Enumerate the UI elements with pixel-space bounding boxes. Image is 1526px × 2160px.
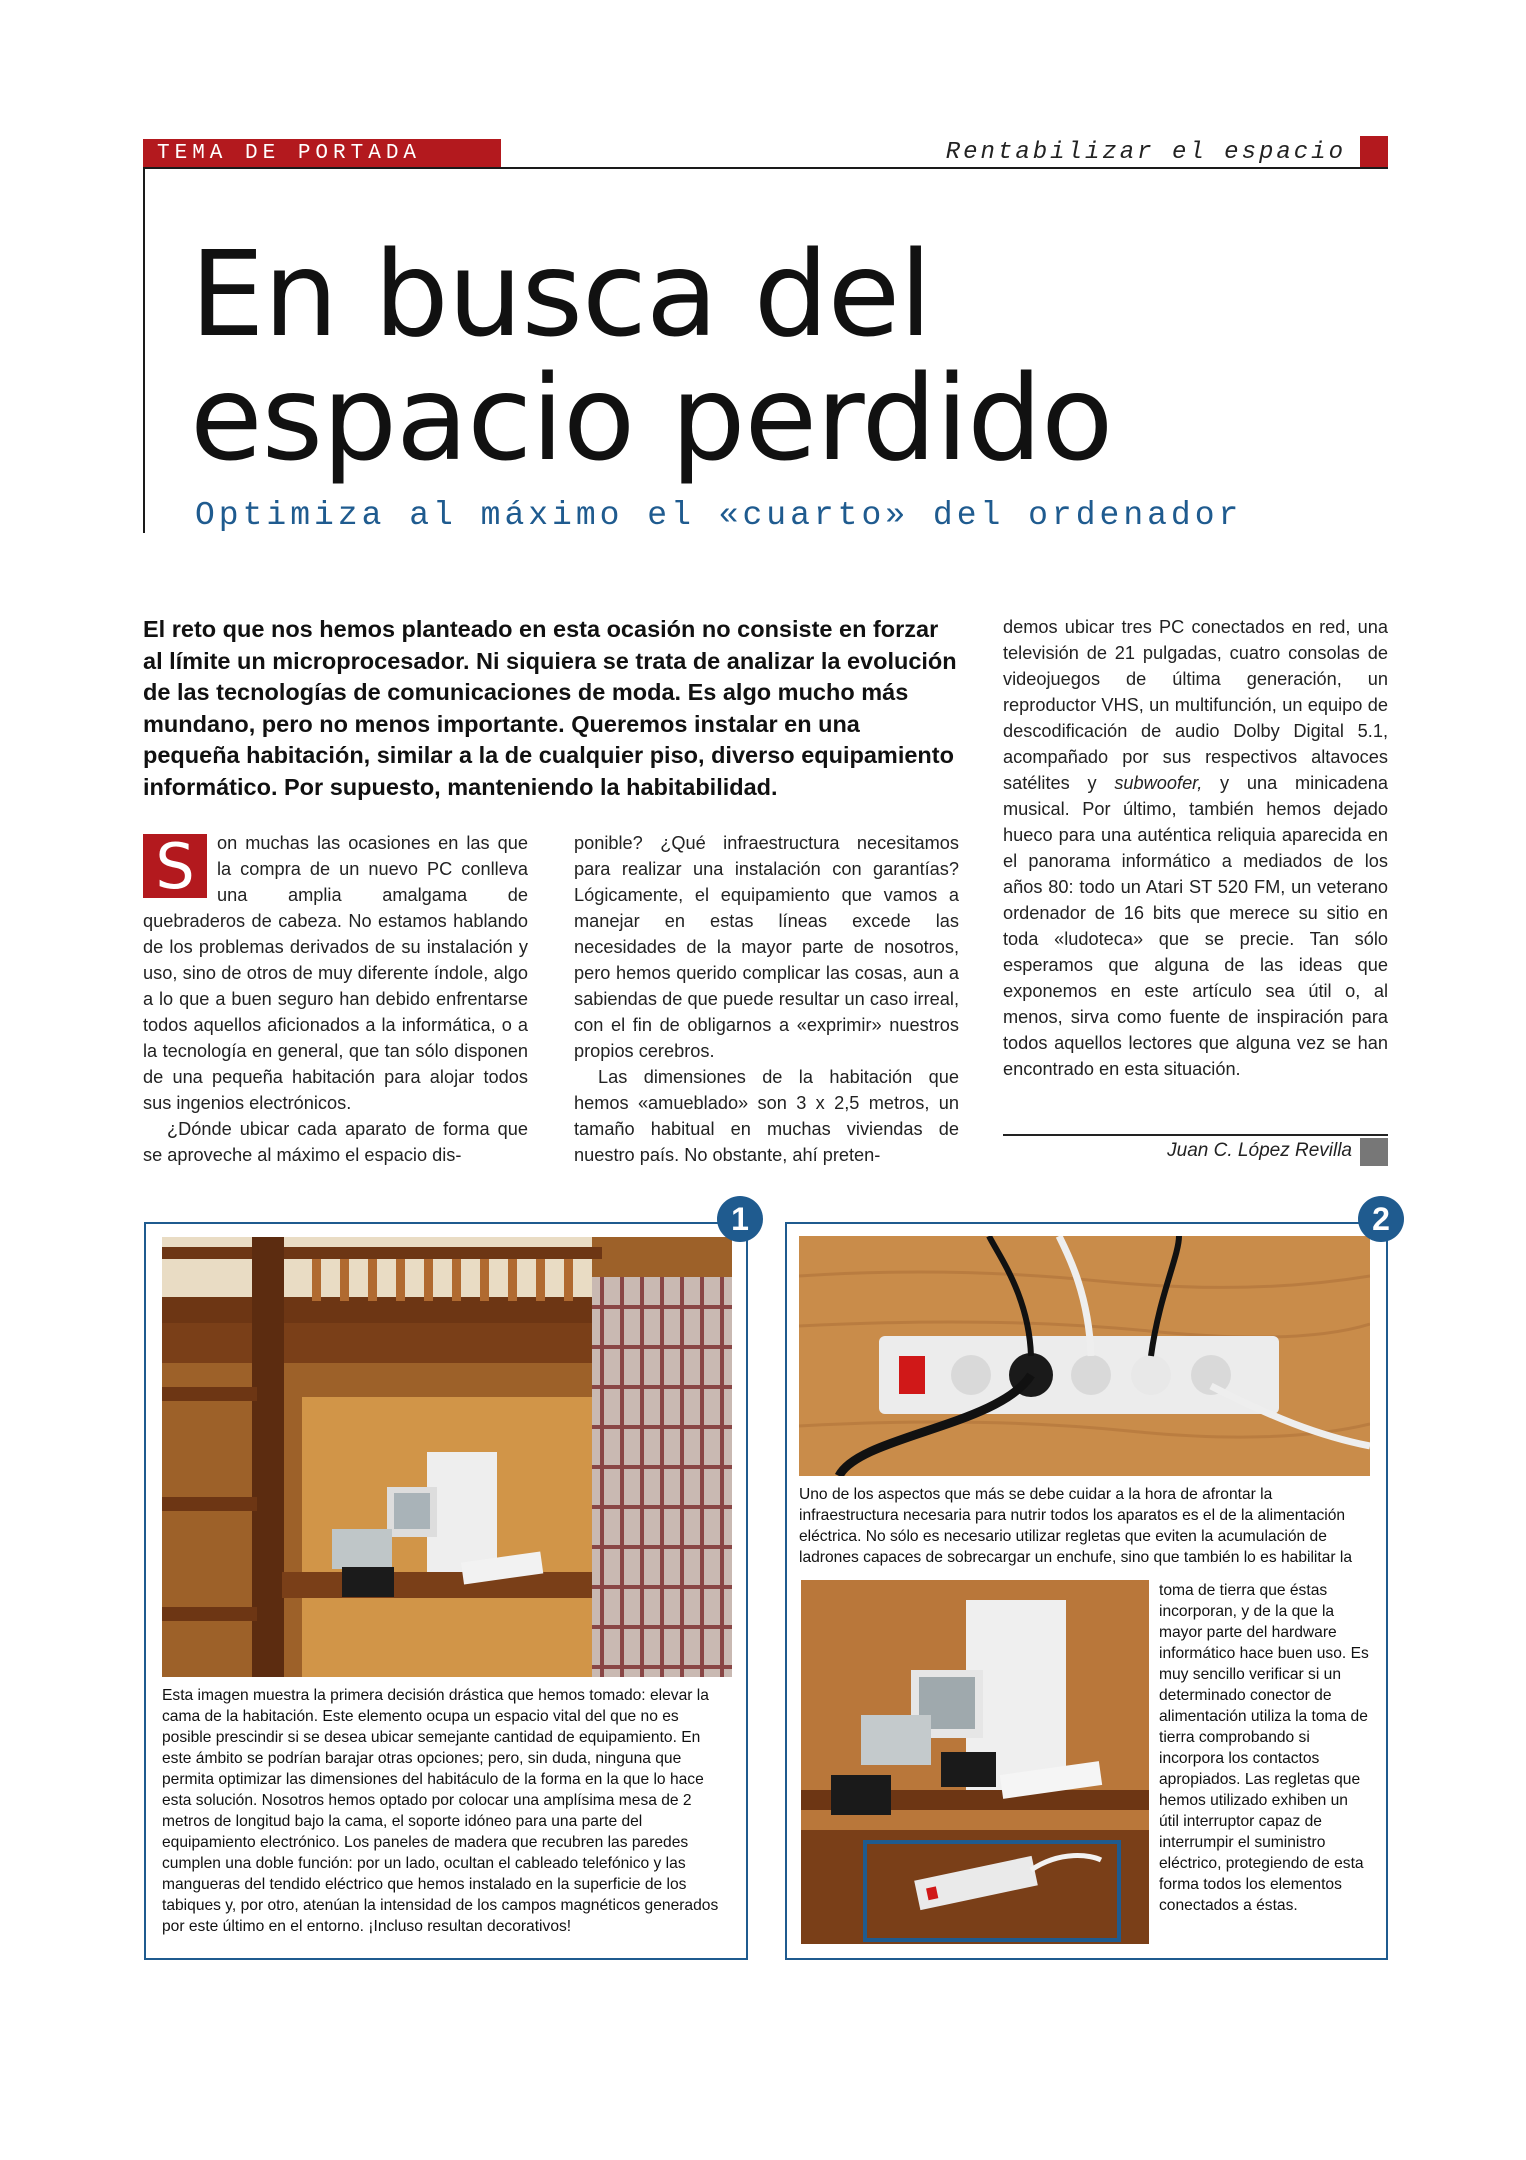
body-column-2 xyxy=(574,830,959,1168)
dropcap: S xyxy=(143,834,207,898)
col3-text-a: demos ubicar tres PC conectados en red, una televisión de 21 pulgadas, cuatro consolas de videojuegos de última generación, un reproductor VHS, un multifunción, un equipo de descodificación de audio Dolby Digital 5.1, acompañado por sus respectivos altavoces satélites y xyxy=(1003,617,1388,793)
figure-2-photo-top xyxy=(799,1236,1370,1476)
body-paragraph xyxy=(1003,614,1388,1082)
figure-1 xyxy=(144,1222,748,1960)
figure-1-photo xyxy=(162,1237,732,1677)
body-paragraph xyxy=(143,830,528,1116)
title-line-1: En busca del xyxy=(190,225,931,363)
body-paragraph: ¿Dónde ubicar cada aparato de forma que se aproveche al máximo el espacio dis- xyxy=(143,1119,528,1165)
figure-2-badge: 2 xyxy=(1358,1196,1404,1242)
figure-2 xyxy=(785,1222,1388,1960)
body-paragraph: ponible? ¿Qué infraestructura necesitamos para realizar una instalación con garantías? Lógicamente, el equipamiento que vamos a manejar en estas líneas excede las necesidades de la mayor parte de nosotros, pero hemos querido complicar las cosas, aun a sabiendas de que puede resultar un caso irreal, con el fin de obligarnos a «exprimir» nuestros propios cerebros. xyxy=(574,833,959,1061)
author-marker-block xyxy=(1360,1138,1388,1166)
col1-p1-text: on muchas las ocasiones en las que la compra de un nuevo PC conlleva una amplia amalgama de quebraderos de cabeza. No estamos hablando de los problemas derivados de su instalación y uso, sino de otros de muy diferente índole, algo a lo que a buen seguro han debido enfrentarse todos aquellos aficionados a la informática, o a la tecnología en general, que tan sólo disponen de una pequeña habitación para alojar todos sus ingenios electrónicos. xyxy=(143,833,528,1113)
header-rule xyxy=(143,167,1388,169)
article-title xyxy=(190,225,1113,487)
body-paragraph: Las dimensiones de la habitación que hemos «amueblado» son 3 x 2,5 metros, un tamaño habitual en muchas viviendas de nuestro país. No obstante, ahí preten- xyxy=(574,1067,959,1165)
figure-2-caption-side: toma de tierra que éstas incorporan, y de la que la mayor parte del hardware informático hace buen uso. Es muy sencillo verificar si un determinado conector de alimentación utiliza la toma de tierra comprobando si incorpora los contactos apropiados. Las regletas que hemos utilizado exhiben un útil interruptor capaz de interrumpir el suministro eléctrico, protegiendo de esta forma todos los elementos conectados a éstas. xyxy=(1159,1582,1369,1914)
title-line-2: espacio perdido xyxy=(190,349,1113,487)
lead-paragraph: El reto que nos hemos planteado en esta ocasión no consiste en forzar al límite un microprocesador. Ni siquiera se trata de analizar la evolución de las tecnologías de comunicaciones de moda. Es algo mucho más mundano, pero no menos importante. Queremos instalar en una pequeña habitación, similar a la de cualquier piso, diverso equipamiento informático. Por supuesto, manteniendo la habitabilidad. xyxy=(143,616,957,800)
author-byline xyxy=(1003,1134,1388,1166)
author-name: Juan C. López Revilla xyxy=(1167,1140,1352,1161)
section-marker-block xyxy=(1360,136,1388,168)
section-topic-label: Rentabilizar el espacio xyxy=(945,138,1346,166)
figure-1-badge: 1 xyxy=(717,1196,763,1242)
col3-text-b: y una minicadena musical. Por último, también hemos dejado hueco para una auténtica reliquia aparecida en el panorama informático a mediados de los años 80: todo un Atari ST 520 FM, un veterano ordenador de 16 bits que merece su sitio en toda «ludoteca» que se precie. Tan sólo esperamos que alguna de las ideas que exponemos en este artículo sea útil o, al menos, sirva como fuente de inspiración para todos aquellos lectores que alguna vez se han encontrado en esta situación. xyxy=(1003,773,1389,1079)
col3-italic: subwoofer, xyxy=(1114,773,1203,793)
section-tag: TEMA DE PORTADA xyxy=(143,139,501,167)
figure-2-caption-top: Uno de los aspectos que más se debe cuidar a la hora de afrontar la infraestructura necesaria para nutrir todos los aparatos es el de la alimentación eléctrica. No sólo es necesario utilizar regletas que eviten la acumulación de ladrones capaces de sobrecargar un enchufe, sino que también lo es habilitar la xyxy=(799,1486,1353,1566)
section-topic xyxy=(946,136,1388,168)
body-column-3 xyxy=(1003,614,1388,1082)
body-column-1 xyxy=(143,830,528,1168)
highlight-box xyxy=(863,1840,1121,1942)
article-subtitle: Optimiza al máximo el «cuarto» del ordenador xyxy=(195,497,1243,534)
header-vertical-rule xyxy=(143,167,145,533)
figure-1-caption: Esta imagen muestra la primera decisión drástica que hemos tomado: elevar la cama de la habitación. Este elemento ocupa un espacio vital del que no es posible prescindir si se desea ubicar semejante cantidad de equipamiento. En este ámbito se podrían barajar otras opciones; pero, sin duda, ninguna que permita optimizar las dimensiones del habitáculo de la forma en la que lo hace esta solución. Nosotros hemos optado por colocar una amplísima mesa de 2 metros de longitud bajo la cama, el soporte idóneo para una parte del equipamiento electrónico. Los paneles de madera que recubren las paredes cumplen una doble función: por un lado, ocultan el cableado telefónico y las mangueras del tendido eléctrico que hemos instalado en la superficie de los tabiques y, por otro, atenúan la intensidad de los campos magnéticos generados por este último en el entorno. ¡Incluso resultan decorativos! xyxy=(162,1687,719,1935)
figure-2-photo-bottom xyxy=(801,1580,1149,1944)
